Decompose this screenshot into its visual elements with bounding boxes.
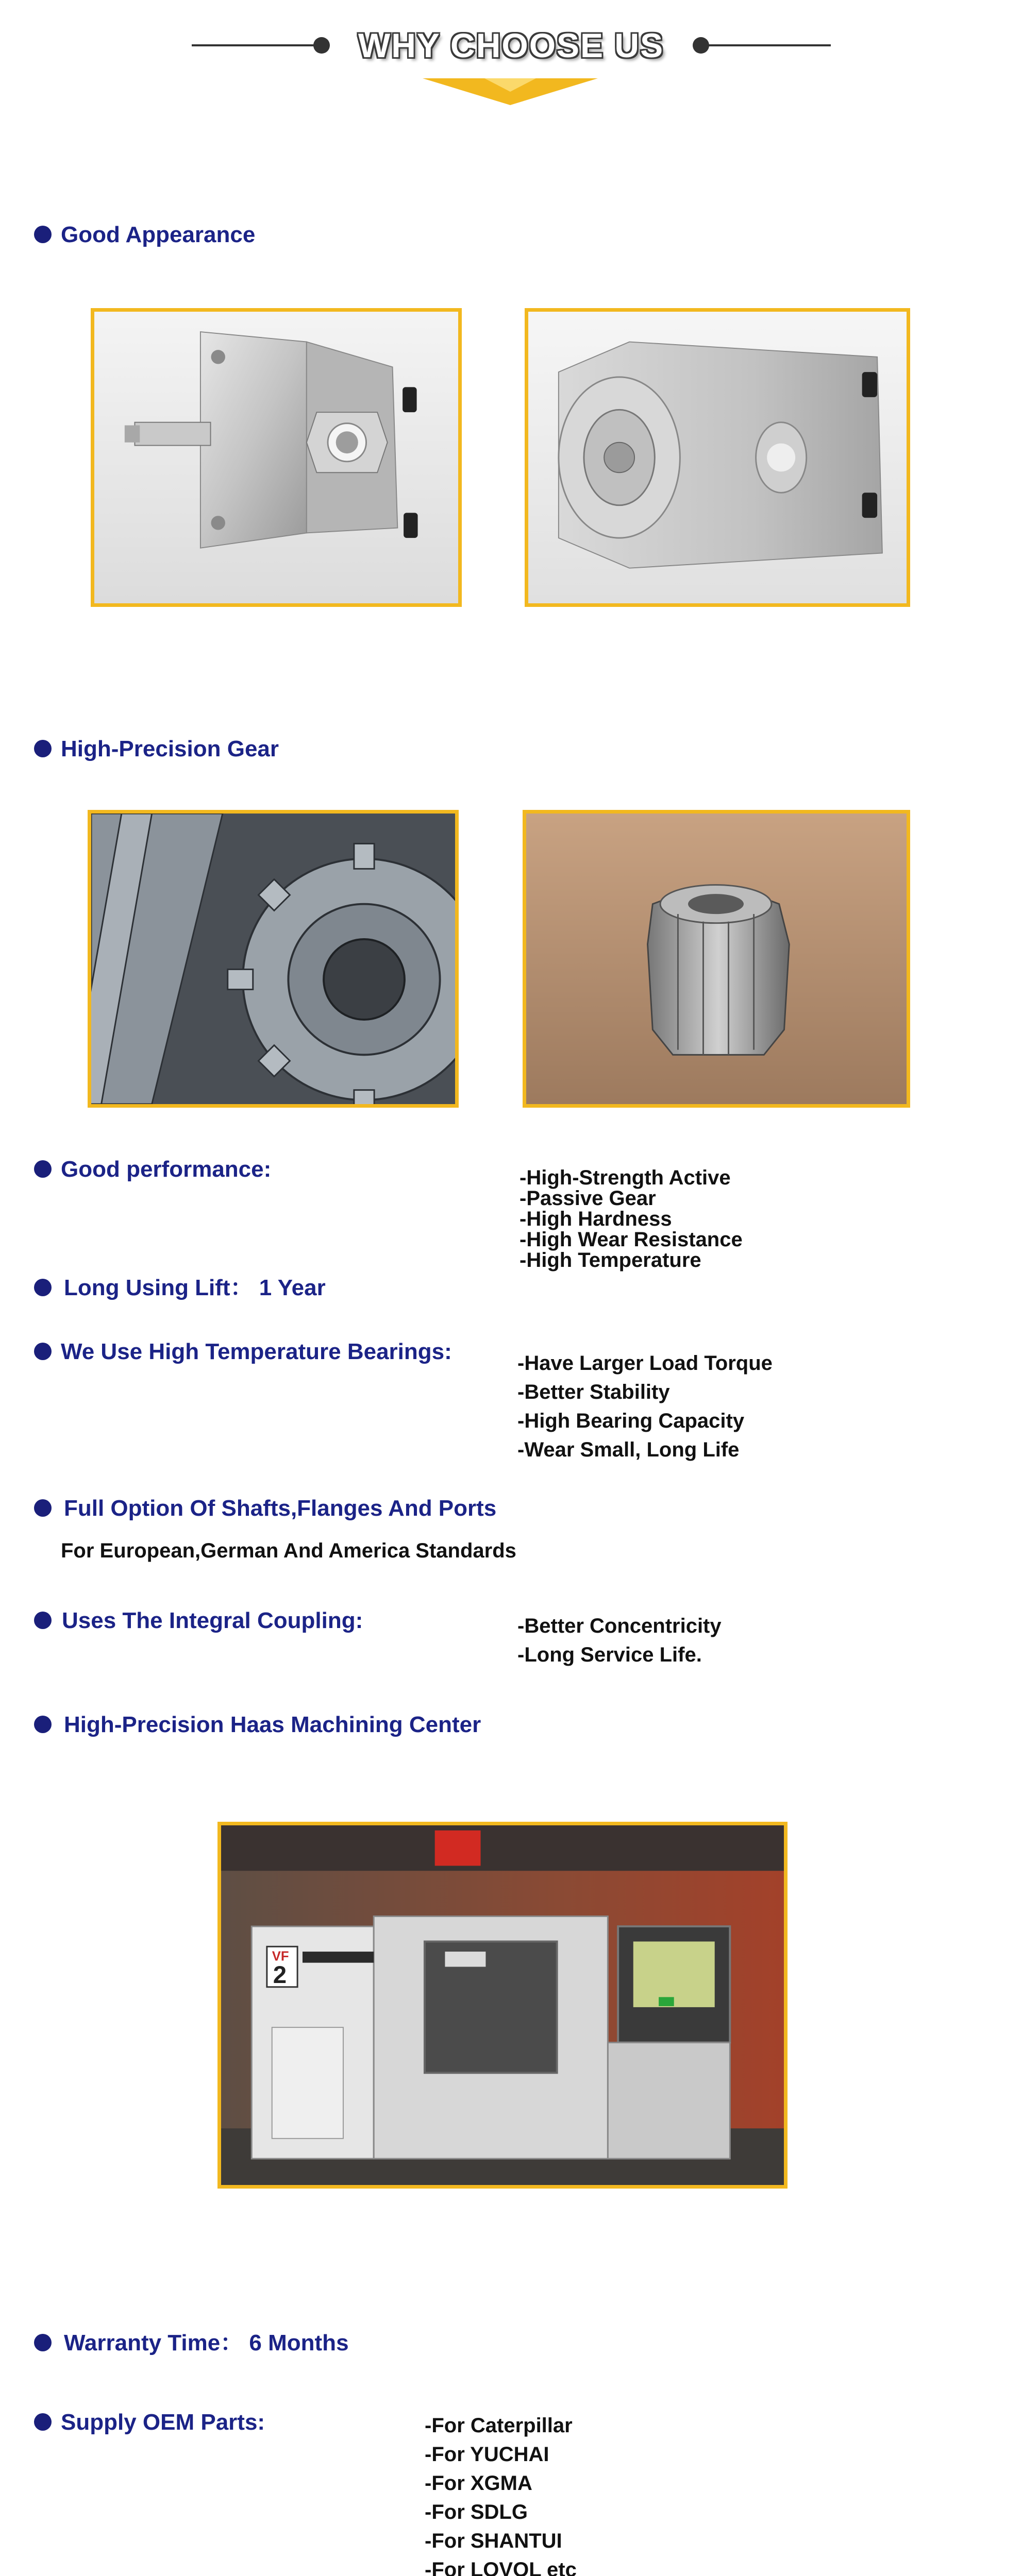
list-item: -Better Concentricity	[517, 1615, 722, 1637]
performance-list	[520, 1167, 743, 1270]
heading-warranty: Warranty Time： 6 Months	[64, 2330, 349, 2355]
bullet-icon	[34, 1716, 52, 1733]
heading-oem: Supply OEM Parts:	[61, 2410, 265, 2435]
list-item: -High Hardness	[520, 1208, 672, 1230]
heading-haas: High-Precision Haas Machining Center	[64, 1712, 481, 1737]
list-item: -For YUCHAI	[425, 2443, 549, 2466]
list-item: -For XGMA	[425, 2472, 532, 2495]
bullet-icon	[34, 740, 52, 757]
pump-photo-2	[525, 308, 910, 607]
bullet-icon	[34, 2334, 52, 2351]
options-subtext: For European,German And America Standards	[61, 1539, 516, 1562]
list-item: -For SHANTUI	[425, 2530, 562, 2552]
list-item: -For SDLG	[425, 2501, 528, 2523]
list-item: -For Caterpillar	[425, 2414, 573, 2437]
bullet-icon	[34, 1279, 52, 1296]
panel-vf-label: VF	[272, 1949, 289, 1964]
bullet-icon	[34, 1612, 52, 1629]
header-line-right	[707, 44, 831, 46]
pump-photo-1	[91, 308, 462, 607]
heading-performance: Good performance:	[61, 1157, 272, 1182]
heading-appearance: Good Appearance	[61, 222, 256, 247]
bearings-list	[517, 1349, 773, 1464]
list-item: -Have Larger Load Torque	[517, 1352, 773, 1375]
list-item: -High Bearing Capacity	[517, 1410, 745, 1432]
bullet-icon	[34, 1343, 52, 1360]
header-arrow-icon	[423, 78, 598, 105]
heading-options: Full Option Of Shafts,Flanges And Ports	[64, 1496, 497, 1521]
bullet-icon	[34, 1499, 52, 1517]
coupling-list	[517, 1612, 722, 1669]
list-item: -High Temperature	[520, 1249, 701, 1272]
heading-life: Long Using Lift： 1 Year	[64, 1275, 326, 1300]
list-item: -High Wear Resistance	[520, 1228, 743, 1251]
heading-bearings: We Use High Temperature Bearings:	[61, 1339, 452, 1364]
page-title: WHY CHOOSE US	[358, 26, 664, 64]
heading-gear: High-Precision Gear	[61, 736, 279, 761]
bullet-icon	[34, 226, 52, 243]
oem-list	[425, 2411, 577, 2576]
bullet-icon	[34, 2413, 52, 2431]
gear-photo-1	[88, 810, 459, 1108]
header-line-left	[192, 44, 315, 46]
list-item: -Wear Small, Long Life	[517, 1438, 740, 1461]
heading-coupling: Uses The Integral Coupling:	[62, 1608, 363, 1633]
list-item: -Passive Gear	[520, 1187, 656, 1210]
list-item: -For LOVOL etc	[425, 2558, 577, 2576]
panel-number-label: 2	[273, 1961, 287, 1989]
bullet-icon	[34, 1160, 52, 1178]
machining-center-photo	[217, 1822, 788, 2189]
gear-photo-2	[523, 810, 910, 1108]
list-item: -Better Stability	[517, 1381, 670, 1403]
list-item: -Long Service Life.	[517, 1643, 702, 1666]
header-dot-left	[313, 37, 330, 54]
list-item: -High-Strength Active	[520, 1166, 731, 1189]
